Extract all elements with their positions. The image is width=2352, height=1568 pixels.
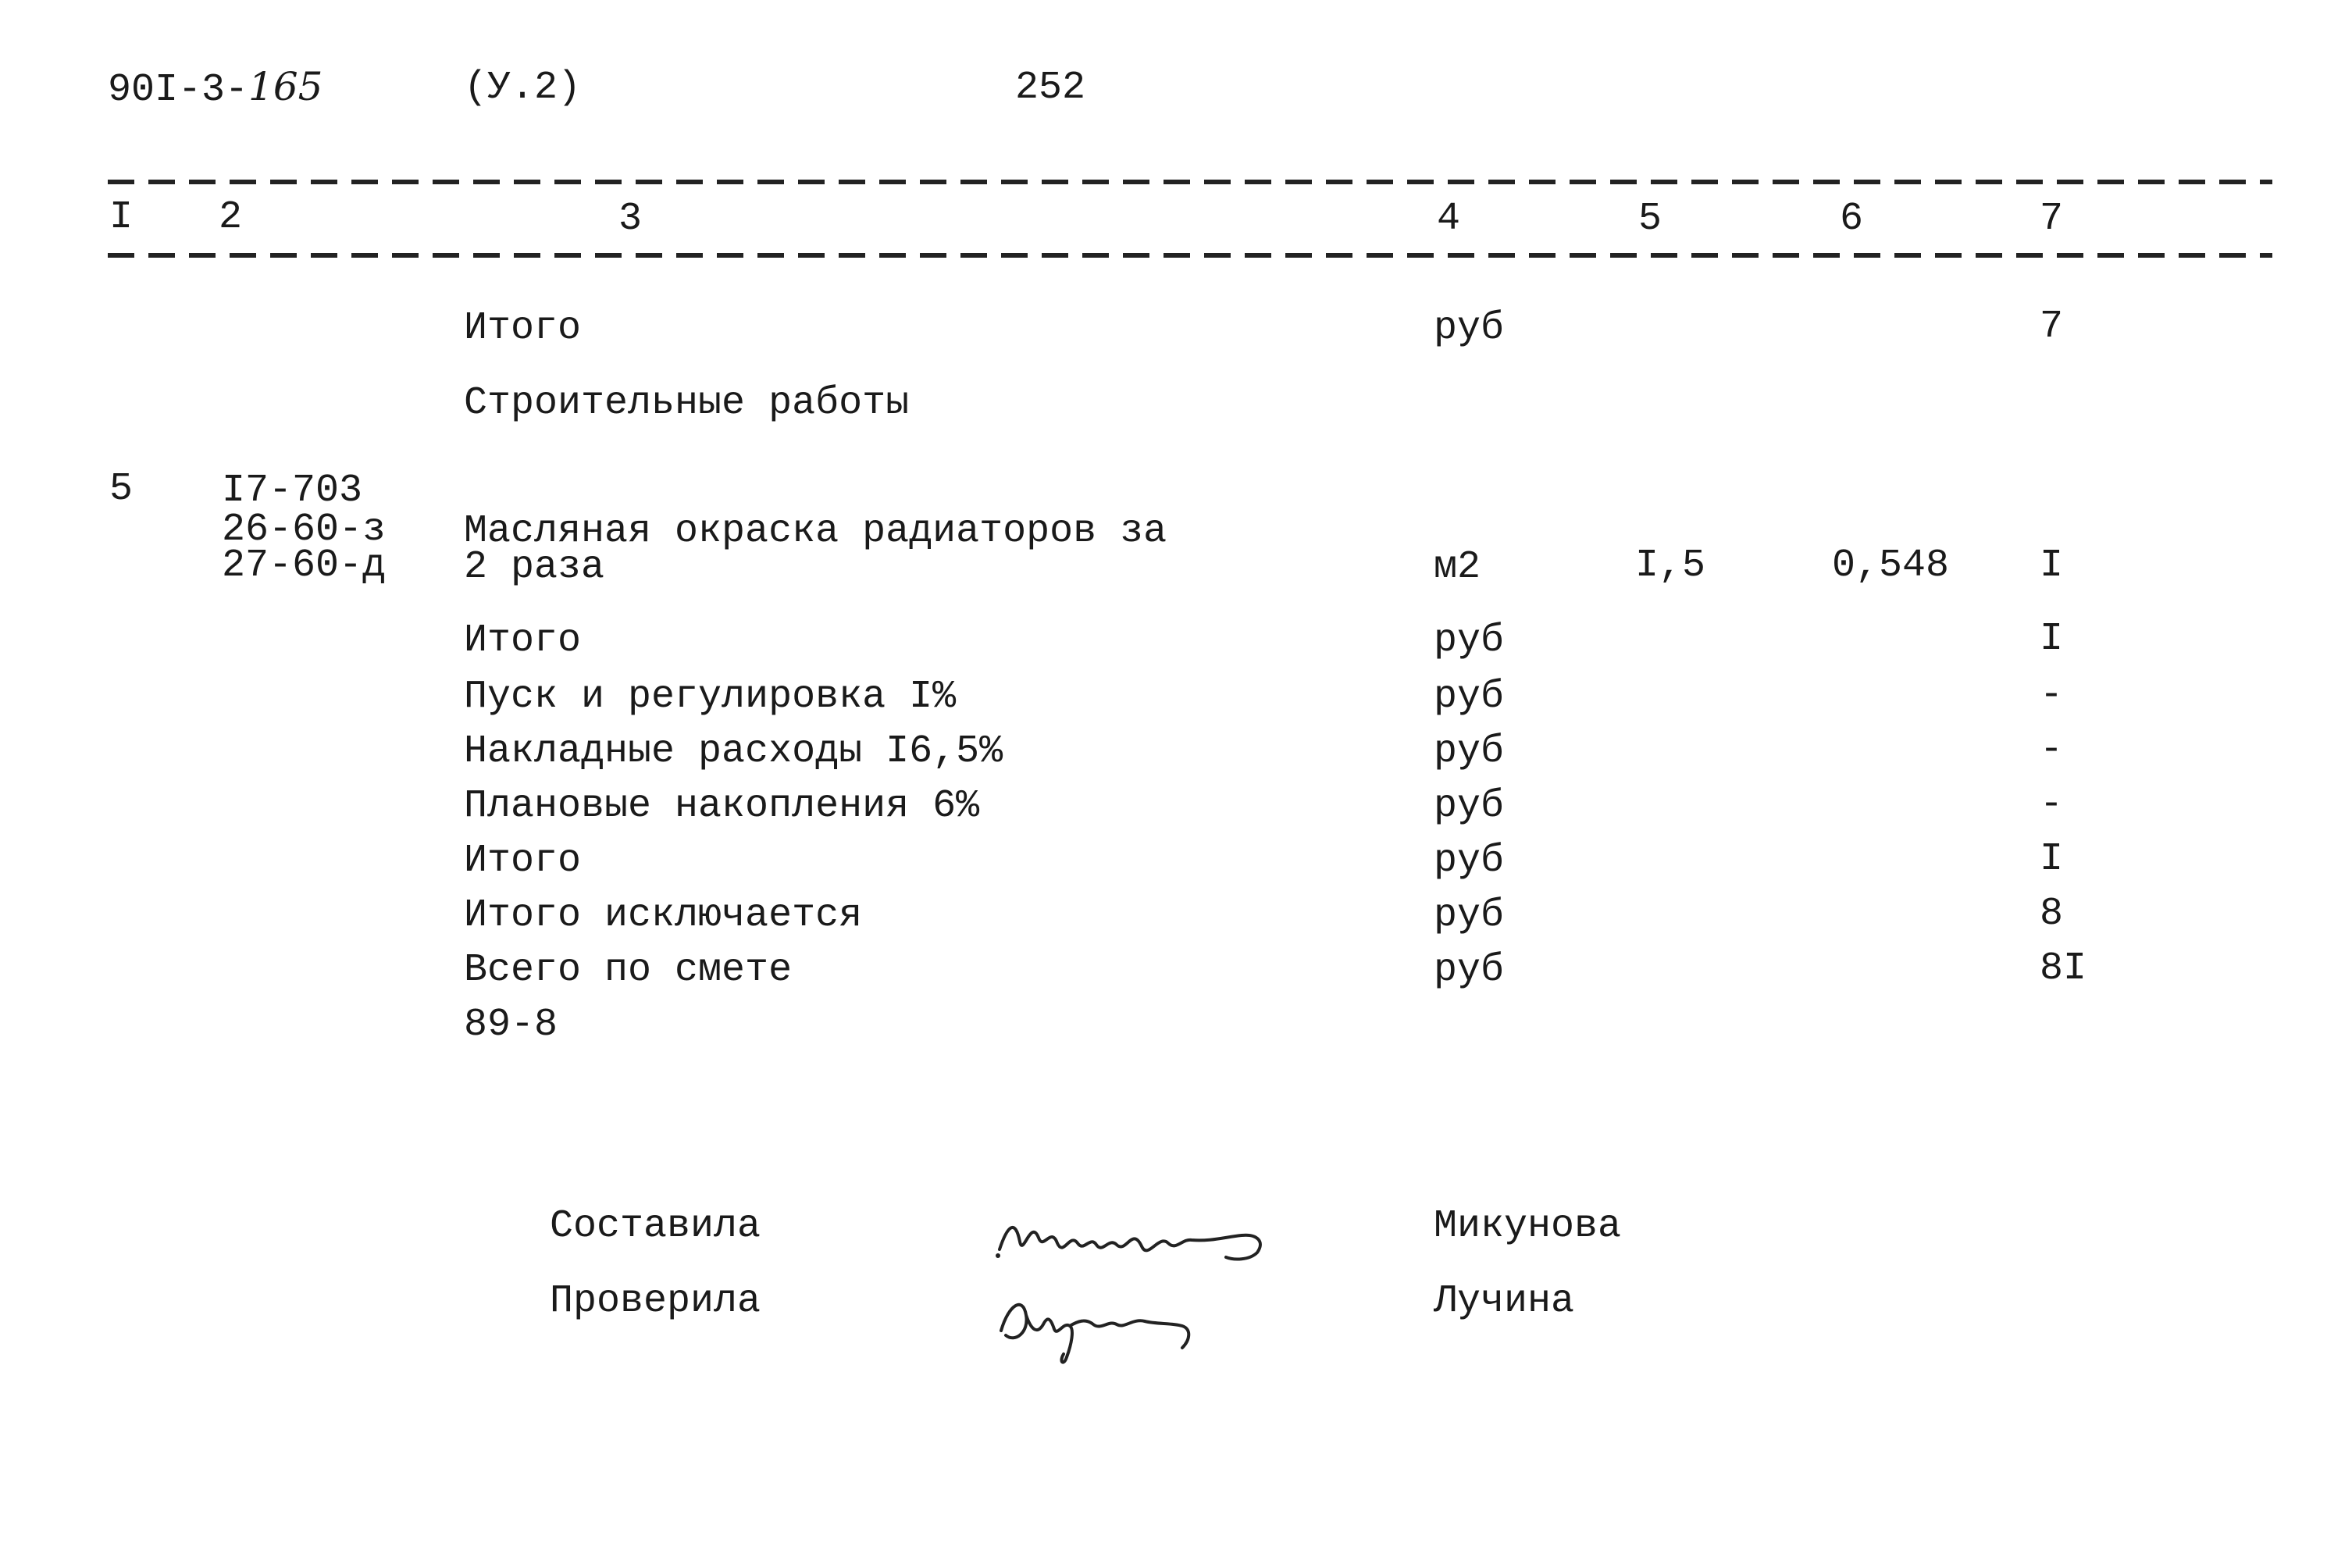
summary-sum: 8I [2040, 946, 2087, 991]
row-total-sum: 7 [2040, 305, 2064, 349]
item-sum: I [2040, 543, 2064, 588]
table-header-rule [108, 253, 2272, 258]
section-title: Строительные работы [464, 381, 910, 426]
document-code-handwritten: 165 [248, 64, 323, 109]
summary-unit: руб [1434, 729, 1505, 774]
summary-name: Итого [464, 839, 582, 883]
summary-sum: I [2040, 837, 2064, 882]
item-number: 5 [109, 467, 134, 511]
compiled-by-label: Составила [550, 1204, 761, 1249]
document-code-prefix: 90I-3- [108, 68, 249, 112]
column-header-2: 2 [219, 195, 243, 240]
summary-sum: I [2040, 617, 2064, 661]
summary-unit: руб [1434, 675, 1505, 719]
item-description: Масляная окраска радиаторов за [464, 509, 1167, 554]
table-top-rule [108, 180, 2272, 184]
column-header-3: 3 [618, 197, 643, 241]
document-code [108, 64, 323, 112]
summary-name: Накладные расходы I6,5% [464, 729, 1003, 774]
compiled-by-name: Микунова [1434, 1204, 1622, 1249]
item-description: 2 раза [464, 545, 605, 590]
item-quantity: I,5 [1635, 543, 1706, 588]
checked-signature [992, 1281, 1218, 1382]
row-total-unit: руб [1434, 306, 1505, 351]
summary-name: Плановые накопления 6% [464, 784, 980, 829]
summary-unit: руб [1434, 893, 1505, 938]
summary-sum: - [2040, 728, 2064, 772]
summary-sum: - [2040, 673, 2064, 718]
footer-code: 89-8 [464, 1003, 558, 1047]
item-unit: м2 [1434, 545, 1481, 590]
summary-name: Итого исключается [464, 893, 863, 938]
column-header-1: I [109, 195, 134, 240]
summary-name: Пуск и регулировка I% [464, 675, 957, 719]
checked-by-label: Проверила [550, 1279, 761, 1324]
summary-unit: руб [1434, 839, 1505, 883]
summary-unit: руб [1434, 784, 1505, 829]
column-header-4: 4 [1437, 197, 1461, 241]
summary-unit: руб [1434, 618, 1505, 663]
page-number: 252 [1015, 66, 1086, 110]
row-total-name: Итого [464, 306, 582, 351]
summary-sum: - [2040, 782, 2064, 827]
item-code: 27-60-д [222, 543, 387, 588]
summary-sum: 8 [2040, 892, 2064, 936]
summary-name: Всего по смете [464, 948, 793, 992]
summary-name: Итого [464, 618, 582, 663]
column-header-6: 6 [1840, 197, 1864, 241]
compiled-signature [992, 1195, 1281, 1273]
checked-by-name: Лучина [1434, 1279, 1575, 1324]
summary-unit: руб [1434, 948, 1505, 992]
item-code: 26-60-з [222, 508, 387, 552]
volume-label: (У.2) [464, 66, 582, 110]
column-header-7: 7 [2040, 197, 2064, 241]
item-code: I7-703 [222, 469, 363, 513]
column-header-5: 5 [1638, 197, 1662, 241]
item-price: 0,548 [1832, 543, 1950, 588]
